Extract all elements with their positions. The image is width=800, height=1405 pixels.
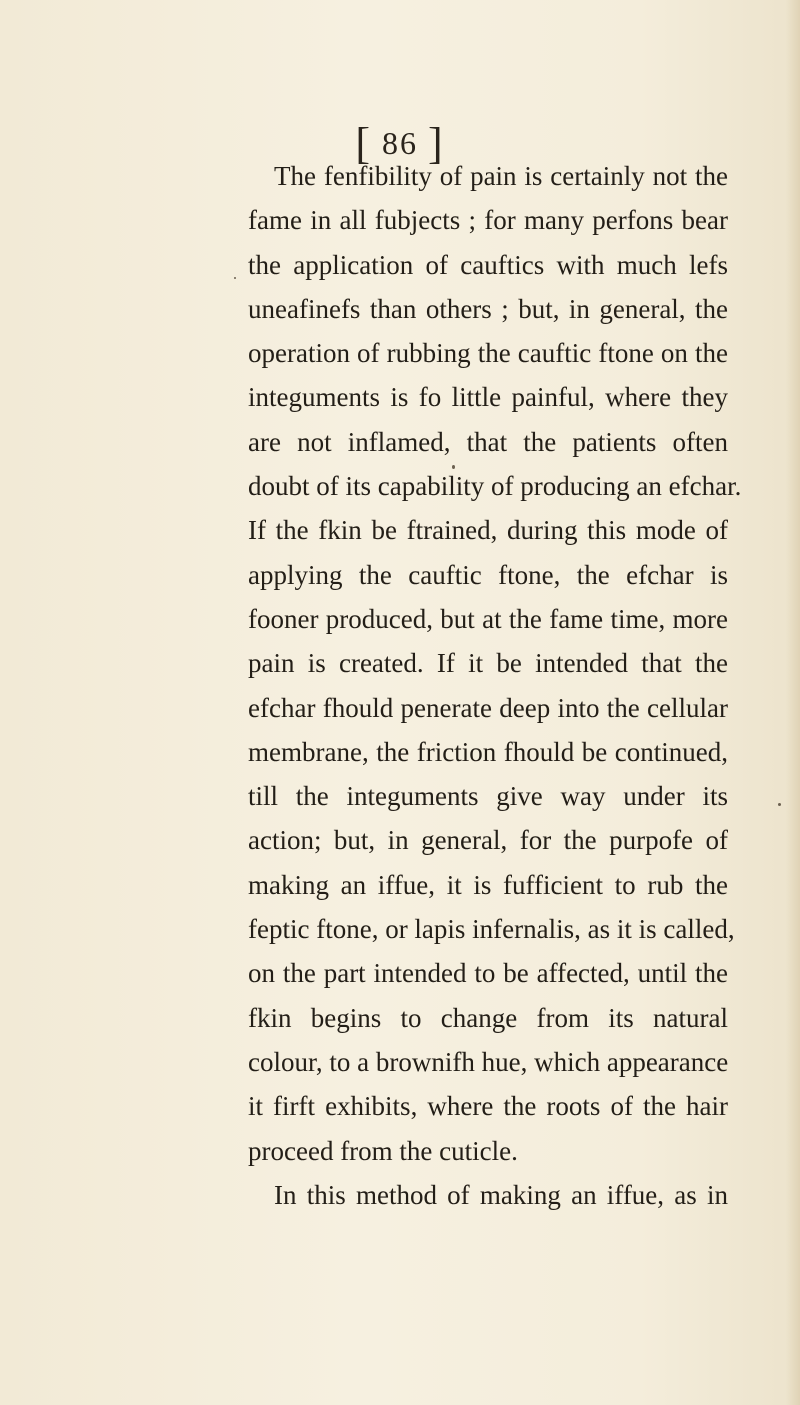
- text-line: fkin begins to change from its natural: [248, 1002, 728, 1033]
- ink-speck: [234, 277, 236, 279]
- text-line: proceed from the cuticle.: [248, 1135, 518, 1166]
- text-line: fooner produced, but at the fame time, more: [248, 603, 728, 634]
- text-line: making an iffue, it is fufficient to rub the: [248, 869, 728, 900]
- text-line: feptic ftone, or lapis infernalis, as it is called,: [248, 914, 735, 945]
- text-line: on the part intended to be affected, until the: [248, 958, 728, 989]
- text-line: the application of cauftics with much lefs: [248, 249, 728, 280]
- text-line: operation of rubbing the cauftic ftone on the: [248, 338, 728, 369]
- text-line: membrane, the friction fhould be continued,: [248, 736, 728, 767]
- text-line: efchar fhould penerate deep into the cellular: [248, 692, 728, 723]
- text-line: In this method of making an iffue, as in: [274, 1179, 728, 1210]
- text-line: are not inflamed, that the patients often: [248, 426, 728, 457]
- ink-speck: [452, 465, 455, 469]
- text-line: If the fkin be ftrained, during this mode of: [248, 515, 728, 546]
- text-line: The fenfibility of pain is certainly not the: [274, 161, 728, 191]
- text-line: colour, to a brownifh hue, which appearance: [248, 1046, 729, 1077]
- text-line: uneafinefs than others ; but, in general, the: [248, 293, 728, 324]
- page-number: 86: [382, 125, 418, 161]
- page-edge-shadow: [786, 0, 800, 1405]
- text-line: pain is created. If it be intended that the: [248, 648, 728, 679]
- text-line: it firft exhibits, where the roots of the hair: [248, 1091, 728, 1122]
- text-line: doubt of its capability of producing an efchar.: [248, 471, 742, 502]
- ink-speck: [778, 803, 781, 806]
- text-line: integuments is fo little painful, where they: [248, 382, 728, 413]
- text-line: till the integuments give way under its: [248, 781, 728, 812]
- text-line: applying the cauftic ftone, the efchar is: [248, 559, 728, 590]
- close-bracket: ]: [428, 119, 445, 168]
- body-paragraph: [248, 154, 742, 1217]
- open-bracket: [: [355, 119, 372, 168]
- text-line: action; but, in general, for the purpofe of: [248, 825, 728, 856]
- text-line: fame in all fubjects ; for many perfons bear: [248, 205, 728, 236]
